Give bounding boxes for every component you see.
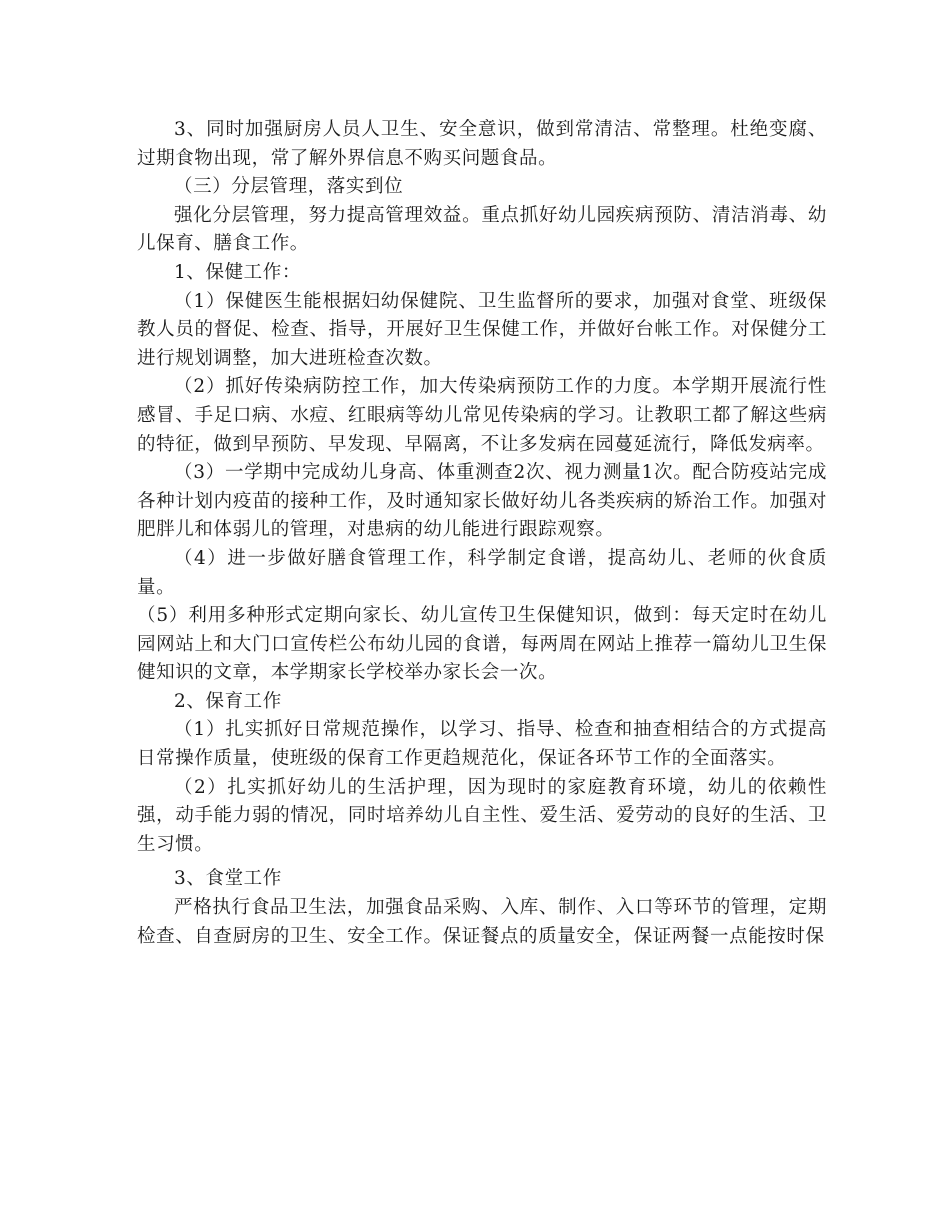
paragraph-health-item-5: （5）利用多种形式定期向家长、幼儿宣传卫生保健知识，做到：每天定时在幼儿园网站上和大门口宣传栏公布幼儿园的食谱，每两周在网站上推荐一篇幼儿卫生保健知识的文章，本学期家长学校举办家长会一次。 [137, 605, 827, 684]
heading-health-care-work: 1、保健工作： [174, 261, 301, 283]
paragraph-canteen-work: 严格执行食品卫生法，加强食品采购、入库、制作、入口等环节的管理，定期检查、自查厨房的卫生、安全工作。保证餐点的质量安全，保证两餐一点能按时保 [137, 897, 827, 947]
paragraph-kitchen-hygiene: 3、同时加强厨房人员人卫生、安全意识，做到常清洁、常整理。杜绝变腐、过期食物出现，常了解外界信息不购买问题食品。 [137, 119, 827, 169]
paragraph-nursery-item-1: （1）扎实抓好日常规范操作，以学习、指导、检查和抽查相结合的方式提高日常操作质量，使班级的保育工作更趋规范化，保证各环节工作的全面落实。 [137, 719, 827, 770]
paragraph-nursery-item-2: （2）扎实抓好幼儿的生活护理，因为现时的家庭教育环境，幼儿的依赖性强，动手能力弱的情况，同时培养幼儿自主性、爱生活、爱劳动的良好的生活、卫生习惯。 [137, 776, 827, 855]
section-heading-layered-management: （三）分层管理，落实到位 [174, 176, 404, 198]
paragraph-health-item-4: （4）进一步做好膳食管理工作，科学制定食谱，提高幼儿、老师的伙食质量。 [137, 547, 827, 598]
heading-canteen-work: 3、食堂工作 [174, 868, 282, 890]
heading-nursery-work: 2、保育工作 [174, 690, 282, 712]
document-body [137, 116, 827, 951]
paragraph-health-item-3: （3）一学期中完成幼儿身高、体重测查2次、视力测量1次。配合防疫站完成各种计划内疫苗的接种工作，及时通知家长做好幼儿各类疾病的矫治工作。加强对肥胖儿和体弱儿的管理，对患病的幼儿能进行跟踪观察。 [137, 462, 827, 541]
paragraph-layered-management: 强化分层管理，努力提高管理效益。重点抓好幼儿园疾病预防、清洁消毒、幼儿保育、膳食工作。 [137, 204, 827, 255]
paragraph-health-item-2: （2）抓好传染病防控工作，加大传染病预防工作的力度。本学期开展流行性感冒、手足口病、水痘、红眼病等幼儿常见传染病的学习。让教职工都了解这些病的特征，做到早预防、早发现、早隔离，不让多发病在园蔓延流行，降低发病率。 [137, 376, 827, 455]
paragraph-health-item-1: （1）保健医生能根据妇幼保健院、卫生监督所的要求，加强对食堂、班级保教人员的督促、检查、指导，开展好卫生保健工作，并做好台帐工作。对保健分工进行规划调整，加大进班检查次数。 [137, 290, 827, 369]
